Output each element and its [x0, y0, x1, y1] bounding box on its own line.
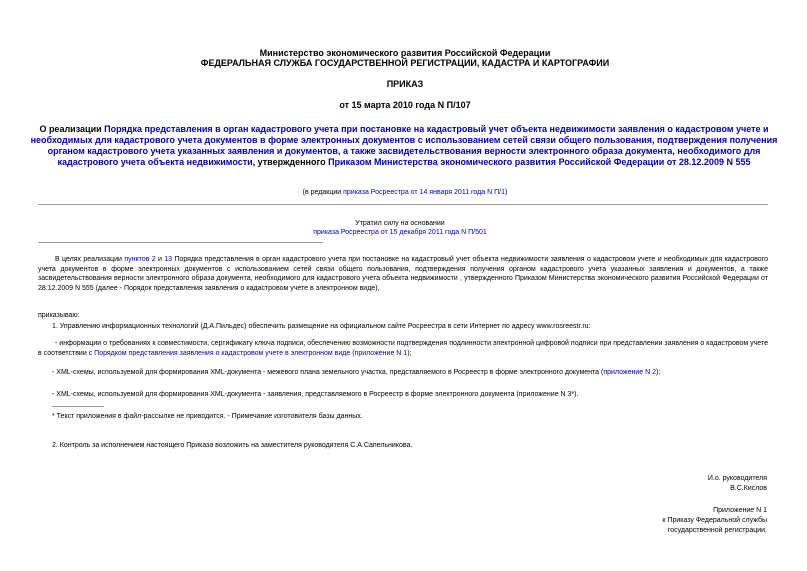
- appendix-registration: государственной регистрации,: [667, 527, 767, 534]
- title-prefix: О реализации: [39, 124, 105, 134]
- xml1-text-a: - XML-схемы, используемой для формирования XML-документа - межевого плана земельного участка, представляемого в Росреестр в форме электронного документа (: [52, 369, 604, 376]
- info-link-appendix1[interactable]: приложение N 1: [354, 349, 408, 357]
- xml1-paragraph: [52, 368, 768, 378]
- appendix-order: к Приказу Федеральной службы: [662, 517, 767, 524]
- ministry-heading: Министерство экономического развития Российской Федерации: [259, 48, 551, 58]
- info-link-procedure[interactable]: Порядком представления заявления о кадастровом учете в электронном виде: [94, 349, 351, 357]
- item-2: 2. Контроль за исполнением настоящего Приказа возложить на заместителя руководителя С.А.Сапельникова.: [52, 442, 413, 449]
- intro-text-a: В целях реализации: [55, 256, 125, 263]
- lost-force-link[interactable]: приказа Росреестра от 15 декабря 2011 года N П/501: [313, 229, 487, 236]
- intro-text-b: и: [155, 256, 165, 263]
- signature-role: И.о. руководителя: [707, 475, 767, 482]
- intro-link-13[interactable]: 13: [164, 256, 173, 263]
- signature-name: В.С.Кислов: [730, 485, 767, 492]
- info-text-a: - информации о требованиях к совместимости, сертификату ключа подписи, обеспечению возможности подтверждения подлинности электронной цифровой подписи при представлении заявления о кадастровом учете в соответствии с: [38, 340, 768, 357]
- footnote: * Текст приложения в файл-рассылке не приводится. - Примечание изготовителя базы данных.: [52, 413, 363, 420]
- xml2-paragraph: - XML-схемы, используемой для формирования XML-документа - заявления, представляемого в Росреестр в форме электронного документа (приложение N 3*).: [52, 391, 579, 398]
- xml1-text-b: );: [655, 369, 661, 376]
- item-1: 1. Управлению информационных технологий (Д.А.Пильдес) обеспечить размещение на официальном сайте Росреестра в сети Интернет по адресу www.rosreestr.ru:: [52, 323, 591, 330]
- service-heading: ФЕДЕРАЛЬНАЯ СЛУЖБА ГОСУДАРСТВЕННОЙ РЕГИСТРАЦИИ, КАДАСТРА И КАРТОГРАФИИ: [200, 58, 610, 68]
- divider-top: [38, 204, 768, 205]
- intro-paragraph: [38, 255, 768, 293]
- intro-link-points[interactable]: пунктов 2: [124, 256, 156, 263]
- info-text-b: (: [350, 349, 355, 357]
- edition-close: ): [504, 189, 508, 196]
- doc-type-heading: ПРИКАЗ: [386, 79, 424, 89]
- date-number-heading: от 15 марта 2010 года N П/107: [339, 100, 471, 110]
- orders-label: приказываю:: [38, 312, 80, 319]
- info-paragraph: [38, 339, 768, 358]
- title-middle: , утвержденного: [252, 157, 329, 167]
- intro-text-c: Порядка представления в орган кадастрового учета при постановке на кадастровый учет объекта недвижимости заявления о кадастровом учете и необходимых для кадастрового учета документов в форме электронных документов с использованием сетей связи общего пользования, подтверждения получения органом кадастрового учета указанных заявления и документов, а также засвидетельствования верности электронного образа документа, необходимого для кадастрового учета объекта недвижимости , утвержденного Приказом Министерства экономического развития Российской Федерации от 28.12.2009 N 555 (далее - Порядок представления заявления о кадастровом учете в электронном виде),: [38, 256, 768, 292]
- title-link-order[interactable]: Приказом Министерства экономического развития Российской Федерации от 28.12.2009 N 555: [328, 157, 751, 167]
- divider-short: [38, 242, 323, 243]
- edition-note: [30, 189, 780, 196]
- lost-force-text: Утратил силу на основании: [355, 220, 445, 227]
- title-link-procedure[interactable]: Порядка представления в орган кадастрового учета при постановке на кадастровый учет объекта недвижимости заявления о кадастровом учете и необходимых для кадастрового учета документов в форме электронных документов с использованием сетей связи общего пользования, подтверждения получения органом кадастрового учета указанных заявления и документов, а также засвидетельствования верности электронного образа документа, необходимого для кадастрового учета объекта недвижимости: [30, 124, 778, 167]
- info-text-c: );: [407, 349, 412, 357]
- appendix-label: Приложение N 1: [713, 507, 767, 514]
- footnote-divider: [52, 406, 104, 407]
- edition-link[interactable]: приказа Росреестра от 14 января 2011 года N П/1: [343, 189, 505, 196]
- xml1-link-appendix2[interactable]: приложение N 2: [603, 369, 656, 376]
- edition-open: (в редакции: [302, 189, 344, 196]
- document-title: [30, 124, 778, 168]
